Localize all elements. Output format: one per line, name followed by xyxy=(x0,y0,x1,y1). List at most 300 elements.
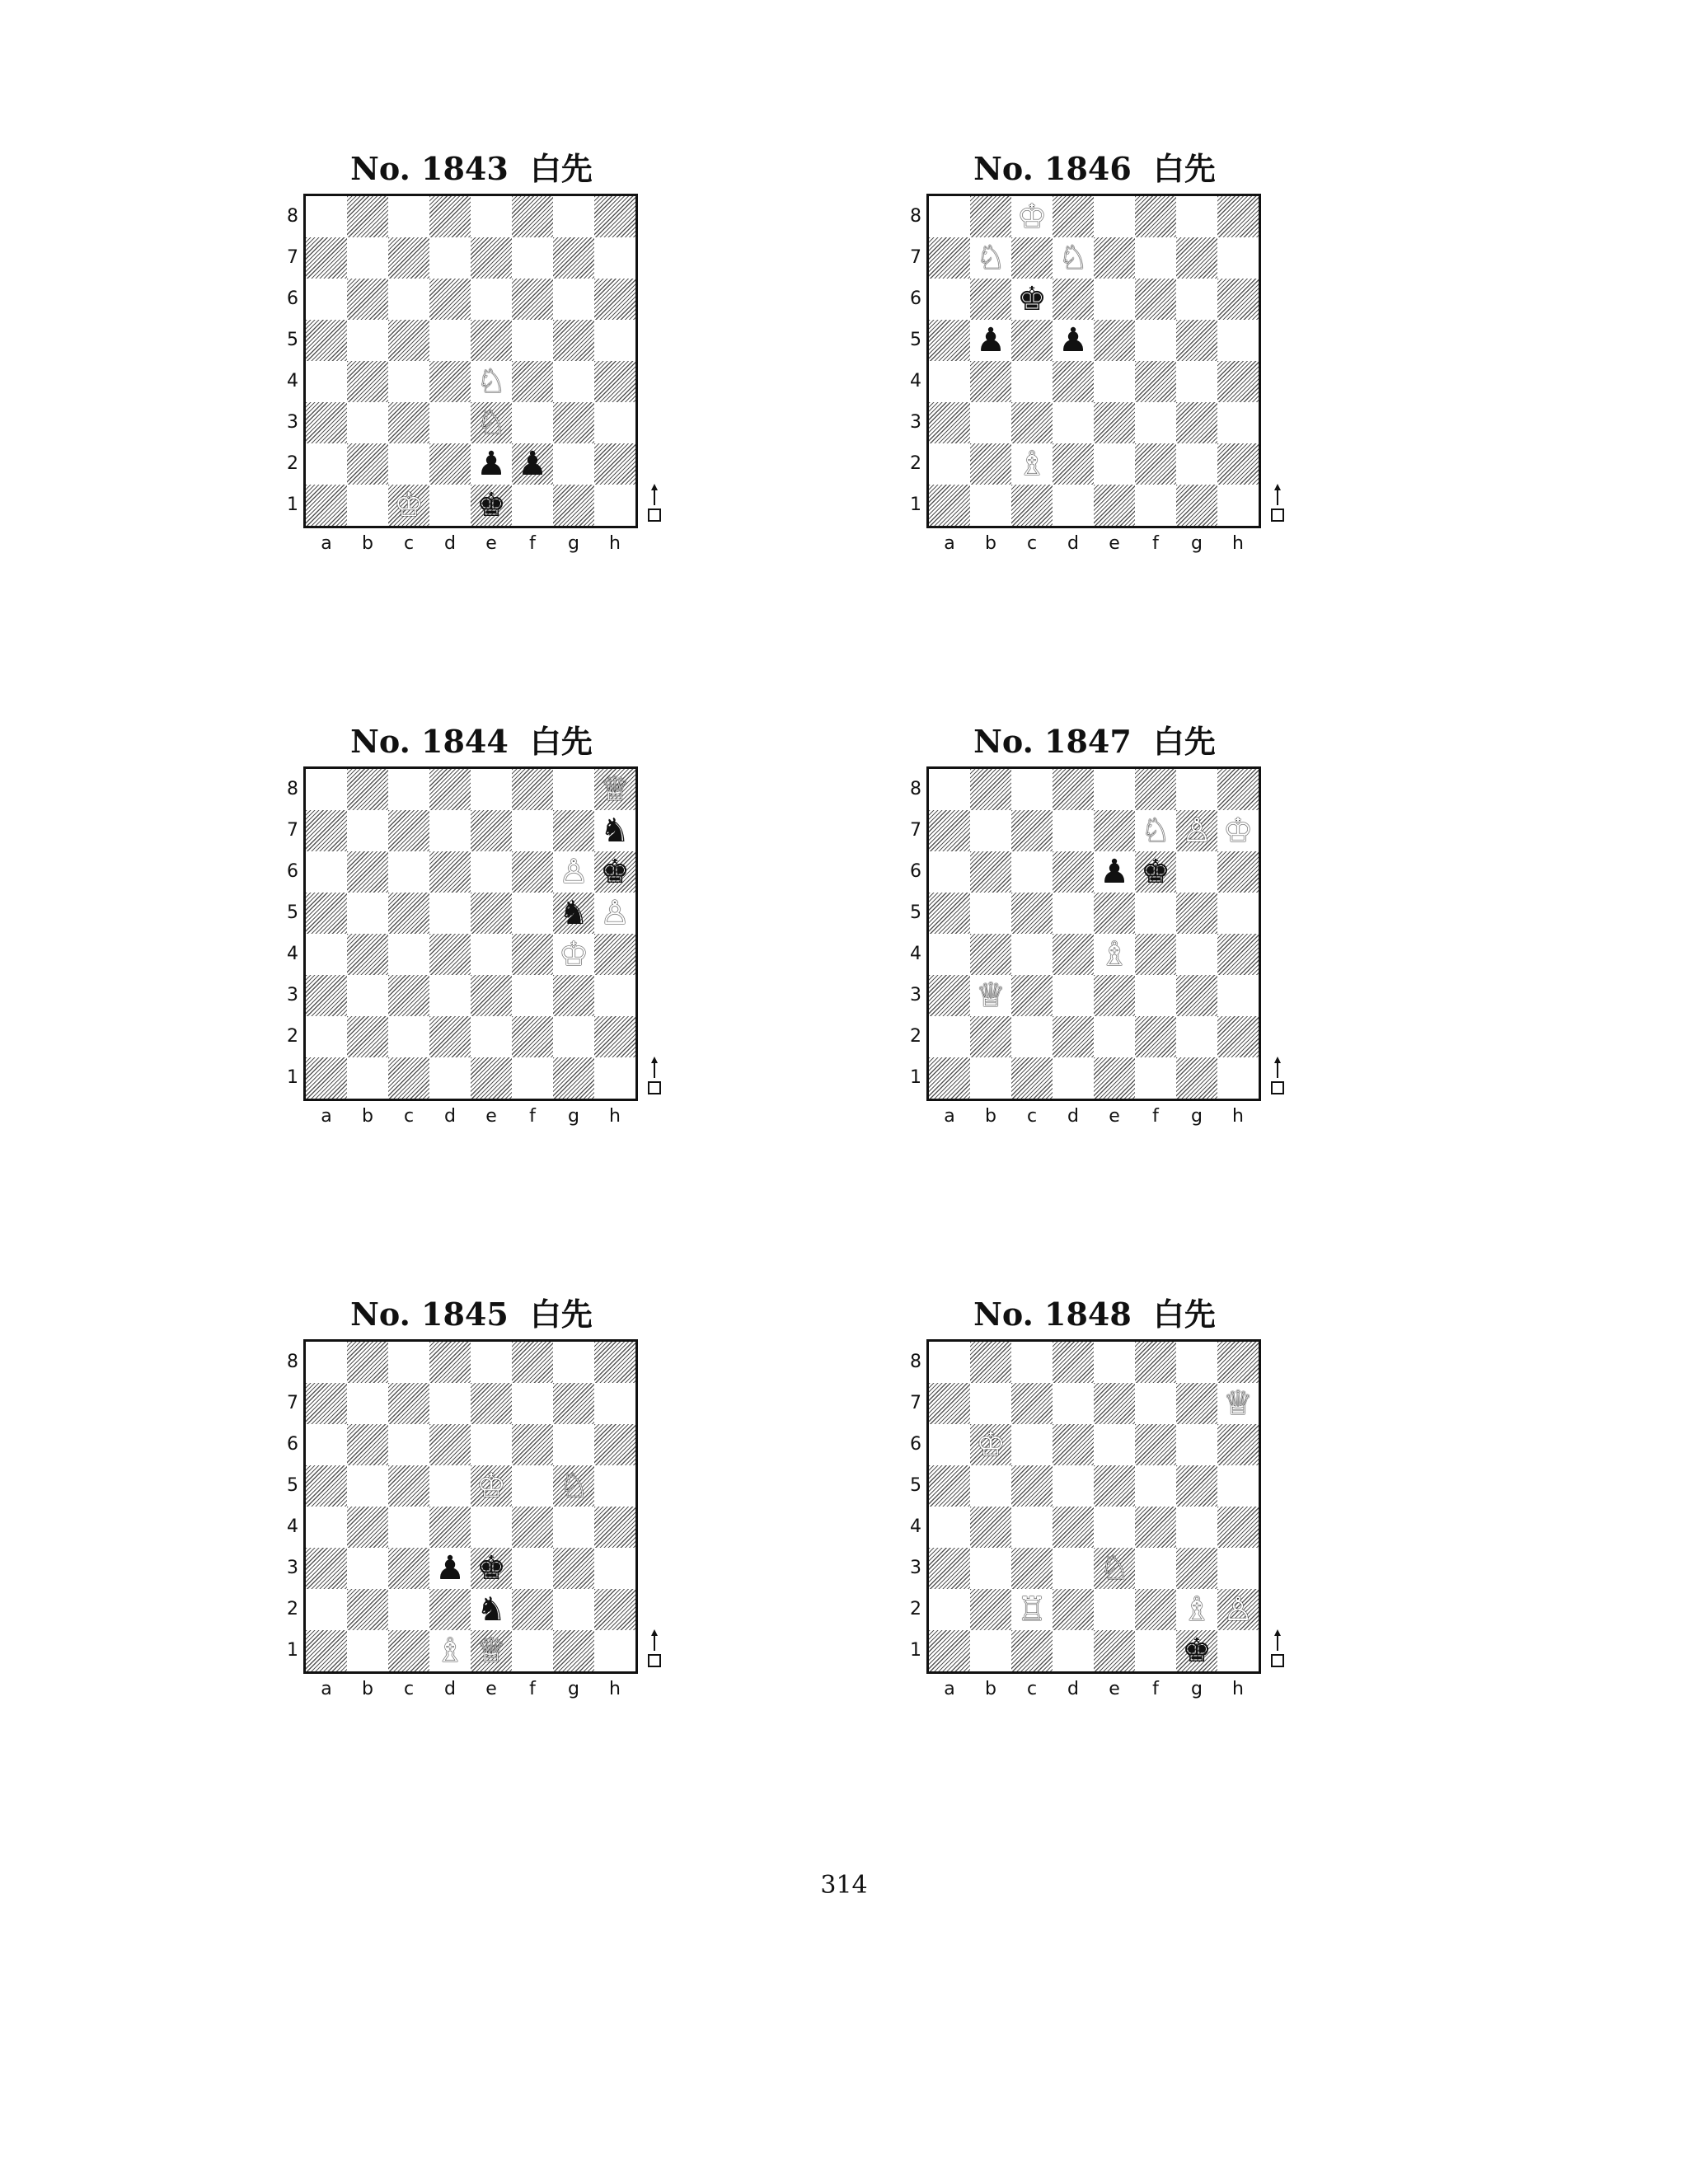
file-label: f xyxy=(529,1679,536,1699)
square-a3 xyxy=(929,975,970,1016)
rank-label: 2 xyxy=(287,453,298,474)
file-label: c xyxy=(403,533,415,554)
black-king-icon: ♚ xyxy=(476,1549,506,1587)
square-a8 xyxy=(929,769,970,810)
square-e6 xyxy=(1094,1424,1135,1465)
rank-labels xyxy=(274,769,298,1099)
rank-label: 4 xyxy=(910,944,921,964)
square-c3 xyxy=(1011,402,1053,443)
square-g2 xyxy=(553,1016,594,1057)
square-a1 xyxy=(929,485,970,526)
white-king-icon: ♔ xyxy=(476,1467,506,1505)
square-g4 xyxy=(553,361,594,402)
square-g6 xyxy=(553,851,594,893)
square-f4 xyxy=(512,361,553,402)
square-f6 xyxy=(1135,1424,1176,1465)
square-g4 xyxy=(1176,1507,1217,1548)
square-h8 xyxy=(594,1342,635,1383)
rank-label: 1 xyxy=(910,494,921,515)
square-h5 xyxy=(594,1465,635,1507)
square-g1 xyxy=(1176,1057,1217,1099)
file-label: h xyxy=(609,533,621,554)
square-b7 xyxy=(970,237,1011,279)
file-label: b xyxy=(985,1106,996,1127)
white-queen-icon: ♕ xyxy=(1223,1385,1253,1422)
puzzle-title xyxy=(880,148,1309,190)
rank-label: 7 xyxy=(287,820,298,841)
square-f2 xyxy=(512,1016,553,1057)
square-g2 xyxy=(1176,443,1217,485)
file-label: f xyxy=(1152,1679,1159,1699)
square-a4 xyxy=(306,361,347,402)
rank-label: 7 xyxy=(910,247,921,268)
square-h7 xyxy=(594,810,635,851)
square-e3 xyxy=(1094,975,1135,1016)
square-c3 xyxy=(1011,1548,1053,1589)
square-h4 xyxy=(594,361,635,402)
square-d3 xyxy=(1053,402,1094,443)
square-c8 xyxy=(1011,769,1053,810)
square-d6 xyxy=(429,1424,471,1465)
square-b8 xyxy=(970,1342,1011,1383)
file-label: g xyxy=(1191,1106,1203,1127)
square-d8 xyxy=(1053,769,1094,810)
square-f5 xyxy=(512,1465,553,1507)
square-e3 xyxy=(471,975,512,1016)
white-king-icon: ♔ xyxy=(394,486,424,524)
file-label: c xyxy=(1026,533,1038,554)
file-label: e xyxy=(1109,533,1120,554)
puzzle-diagram xyxy=(880,1294,1309,1755)
square-a5 xyxy=(306,1465,347,1507)
square-h5 xyxy=(594,320,635,361)
rank-label: 5 xyxy=(287,330,298,350)
square-f2 xyxy=(1135,1589,1176,1630)
square-c7 xyxy=(388,810,429,851)
square-e4 xyxy=(1094,934,1135,975)
square-e3 xyxy=(471,402,512,443)
rank-label: 6 xyxy=(910,1434,921,1455)
square-h4 xyxy=(1217,361,1259,402)
file-labels xyxy=(306,532,635,556)
rank-label: 4 xyxy=(287,944,298,964)
square-c7 xyxy=(1011,237,1053,279)
square-e5 xyxy=(1094,320,1135,361)
puzzle-diagram xyxy=(257,721,686,1183)
square-d4 xyxy=(429,361,471,402)
rank-label: 4 xyxy=(287,371,298,391)
file-label: h xyxy=(609,1106,621,1127)
square-g4 xyxy=(1176,361,1217,402)
square-c6 xyxy=(1011,851,1053,893)
square-b2 xyxy=(347,443,388,485)
square-e2 xyxy=(1094,443,1135,485)
rank-label: 7 xyxy=(287,247,298,268)
square-h3 xyxy=(594,1548,635,1589)
square-a8 xyxy=(306,769,347,810)
rank-labels xyxy=(274,1342,298,1671)
square-a4 xyxy=(306,1507,347,1548)
square-a1 xyxy=(306,1630,347,1671)
square-b6 xyxy=(970,279,1011,320)
file-label: e xyxy=(485,533,497,554)
file-label: e xyxy=(485,1106,497,1127)
square-e7 xyxy=(471,810,512,851)
square-a6 xyxy=(306,1424,347,1465)
white-to-move-arrow-icon xyxy=(646,482,663,523)
page-number: 314 xyxy=(820,1871,868,1900)
square-f8 xyxy=(1135,196,1176,237)
white-pawn-icon: ♙ xyxy=(559,853,588,891)
square-b3 xyxy=(970,1548,1011,1589)
file-label: a xyxy=(944,1106,955,1127)
square-g5 xyxy=(553,893,594,934)
rank-label: 6 xyxy=(287,1434,298,1455)
square-h2 xyxy=(594,1589,635,1630)
puzzle-title xyxy=(257,721,686,762)
square-d4 xyxy=(1053,361,1094,402)
rank-labels xyxy=(274,196,298,526)
square-f4 xyxy=(512,934,553,975)
square-c4 xyxy=(388,361,429,402)
white-knight-icon: ♘ xyxy=(476,363,506,401)
rank-label: 1 xyxy=(287,1067,298,1088)
square-d2 xyxy=(429,1589,471,1630)
file-label: a xyxy=(321,1106,332,1127)
square-f5 xyxy=(512,320,553,361)
white-to-move-arrow-icon xyxy=(646,1055,663,1096)
square-f2 xyxy=(512,443,553,485)
square-h3 xyxy=(1217,975,1259,1016)
chess-board xyxy=(303,1339,638,1674)
square-c4 xyxy=(388,934,429,975)
square-b2 xyxy=(970,443,1011,485)
square-h6 xyxy=(594,279,635,320)
chess-board xyxy=(926,1339,1261,1674)
square-b7 xyxy=(347,237,388,279)
square-f5 xyxy=(1135,893,1176,934)
square-d8 xyxy=(429,769,471,810)
square-e7 xyxy=(1094,237,1135,279)
rank-label: 8 xyxy=(287,206,298,227)
rank-label: 8 xyxy=(910,779,921,799)
file-label: a xyxy=(944,1679,955,1699)
puzzle-diagram xyxy=(257,148,686,610)
square-e3 xyxy=(471,1548,512,1589)
square-f3 xyxy=(1135,1548,1176,1589)
square-c5 xyxy=(1011,320,1053,361)
square-f7 xyxy=(512,810,553,851)
square-d2 xyxy=(1053,1016,1094,1057)
black-king-icon: ♚ xyxy=(600,853,630,891)
white-king-icon: ♔ xyxy=(559,935,588,973)
square-d8 xyxy=(429,1342,471,1383)
square-d5 xyxy=(429,893,471,934)
square-f7 xyxy=(1135,810,1176,851)
square-d4 xyxy=(1053,1507,1094,1548)
black-knight-icon: ♞ xyxy=(559,894,588,932)
square-e6 xyxy=(471,851,512,893)
square-e2 xyxy=(471,443,512,485)
white-rook-icon: ♖ xyxy=(1017,1591,1047,1629)
file-label: f xyxy=(1152,533,1159,554)
rank-label: 7 xyxy=(910,1393,921,1413)
square-g4 xyxy=(553,1507,594,1548)
square-d8 xyxy=(429,196,471,237)
square-h3 xyxy=(1217,1548,1259,1589)
square-c5 xyxy=(388,320,429,361)
square-g8 xyxy=(1176,769,1217,810)
file-label: g xyxy=(1191,533,1203,554)
square-c6 xyxy=(1011,279,1053,320)
square-e5 xyxy=(471,320,512,361)
square-d7 xyxy=(429,1383,471,1424)
square-f6 xyxy=(1135,851,1176,893)
black-pawn-icon: ♟ xyxy=(518,445,547,483)
square-a7 xyxy=(306,810,347,851)
square-e1 xyxy=(1094,1057,1135,1099)
square-b7 xyxy=(347,1383,388,1424)
square-b8 xyxy=(970,196,1011,237)
square-h6 xyxy=(594,1424,635,1465)
square-e8 xyxy=(1094,769,1135,810)
square-b1 xyxy=(347,485,388,526)
white-knight-icon: ♘ xyxy=(476,404,506,442)
square-b4 xyxy=(347,1507,388,1548)
square-b3 xyxy=(347,975,388,1016)
square-d6 xyxy=(1053,279,1094,320)
square-c8 xyxy=(388,769,429,810)
square-g3 xyxy=(553,402,594,443)
square-d1 xyxy=(429,485,471,526)
file-label: c xyxy=(1026,1106,1038,1127)
square-a6 xyxy=(929,851,970,893)
puzzle-number: No. 1844 xyxy=(350,723,509,760)
square-a3 xyxy=(306,1548,347,1589)
square-g6 xyxy=(1176,851,1217,893)
rank-label: 8 xyxy=(287,1352,298,1372)
square-h1 xyxy=(1217,1057,1259,1099)
file-label: e xyxy=(1109,1106,1120,1127)
square-c1 xyxy=(388,1630,429,1671)
square-f6 xyxy=(512,1424,553,1465)
square-e5 xyxy=(471,893,512,934)
rank-label: 7 xyxy=(287,1393,298,1413)
square-h7 xyxy=(594,1383,635,1424)
square-d6 xyxy=(429,851,471,893)
square-a8 xyxy=(929,196,970,237)
square-c5 xyxy=(1011,893,1053,934)
square-b1 xyxy=(970,1630,1011,1671)
white-to-move-arrow-icon xyxy=(646,1628,663,1669)
white-pawn-icon: ♙ xyxy=(1182,812,1212,850)
square-d3 xyxy=(429,402,471,443)
square-a3 xyxy=(306,975,347,1016)
square-h1 xyxy=(1217,1630,1259,1671)
square-a1 xyxy=(306,485,347,526)
square-a2 xyxy=(929,1016,970,1057)
square-g2 xyxy=(1176,1589,1217,1630)
square-e5 xyxy=(471,1465,512,1507)
puzzle-diagram xyxy=(880,148,1309,610)
square-g3 xyxy=(1176,402,1217,443)
square-e7 xyxy=(1094,810,1135,851)
square-e3 xyxy=(1094,402,1135,443)
square-a4 xyxy=(929,1507,970,1548)
file-labels xyxy=(306,1104,635,1129)
square-a4 xyxy=(306,934,347,975)
square-f2 xyxy=(512,1589,553,1630)
rank-label: 8 xyxy=(910,206,921,227)
file-label: g xyxy=(568,1679,579,1699)
square-e4 xyxy=(471,934,512,975)
square-d1 xyxy=(429,1630,471,1671)
square-e6 xyxy=(1094,851,1135,893)
square-d8 xyxy=(1053,196,1094,237)
white-queen-icon: ♕ xyxy=(600,771,630,808)
square-b3 xyxy=(347,1548,388,1589)
square-e1 xyxy=(471,1630,512,1671)
square-b2 xyxy=(970,1016,1011,1057)
square-e4 xyxy=(471,361,512,402)
square-g2 xyxy=(1176,1016,1217,1057)
square-f8 xyxy=(512,769,553,810)
square-f1 xyxy=(1135,1057,1176,1099)
square-h5 xyxy=(1217,320,1259,361)
square-d2 xyxy=(1053,443,1094,485)
square-g3 xyxy=(553,1548,594,1589)
file-label: a xyxy=(944,533,955,554)
puzzle-number: No. 1846 xyxy=(973,150,1132,187)
square-h1 xyxy=(594,485,635,526)
file-label: c xyxy=(403,1679,415,1699)
rank-label: 3 xyxy=(287,985,298,1005)
square-h8 xyxy=(1217,196,1259,237)
square-d6 xyxy=(1053,851,1094,893)
rank-label: 2 xyxy=(910,1599,921,1619)
square-b8 xyxy=(347,769,388,810)
square-h3 xyxy=(594,975,635,1016)
square-g5 xyxy=(1176,320,1217,361)
square-a7 xyxy=(306,1383,347,1424)
square-b1 xyxy=(970,1057,1011,1099)
square-h3 xyxy=(1217,402,1259,443)
square-d4 xyxy=(1053,934,1094,975)
square-g7 xyxy=(553,810,594,851)
square-e7 xyxy=(471,1383,512,1424)
rank-label: 4 xyxy=(910,1516,921,1537)
rank-label: 3 xyxy=(910,412,921,433)
rank-label: 4 xyxy=(287,1516,298,1537)
rank-label: 3 xyxy=(287,1558,298,1578)
square-a1 xyxy=(929,1057,970,1099)
square-f3 xyxy=(512,975,553,1016)
black-pawn-icon: ♟ xyxy=(476,445,506,483)
square-f2 xyxy=(1135,1016,1176,1057)
square-c3 xyxy=(388,402,429,443)
square-b7 xyxy=(347,810,388,851)
rank-label: 2 xyxy=(910,1026,921,1047)
file-label: b xyxy=(985,533,996,554)
rank-label: 6 xyxy=(910,288,921,309)
square-f7 xyxy=(512,1383,553,1424)
square-c6 xyxy=(388,851,429,893)
square-f2 xyxy=(1135,443,1176,485)
rank-label: 5 xyxy=(287,1475,298,1496)
square-e2 xyxy=(1094,1589,1135,1630)
square-e8 xyxy=(471,196,512,237)
side-to-move: 白先 xyxy=(529,724,593,760)
square-a7 xyxy=(929,810,970,851)
file-label: g xyxy=(568,1106,579,1127)
black-king-icon: ♚ xyxy=(1017,280,1047,318)
square-c3 xyxy=(1011,975,1053,1016)
square-h4 xyxy=(594,1507,635,1548)
square-f7 xyxy=(1135,237,1176,279)
square-c8 xyxy=(1011,196,1053,237)
black-pawn-icon: ♟ xyxy=(1100,853,1129,891)
square-f3 xyxy=(512,1548,553,1589)
square-h8 xyxy=(594,196,635,237)
square-d2 xyxy=(429,1016,471,1057)
square-c8 xyxy=(388,1342,429,1383)
square-a2 xyxy=(306,1589,347,1630)
rank-label: 1 xyxy=(287,494,298,515)
square-a6 xyxy=(306,851,347,893)
square-g7 xyxy=(553,237,594,279)
square-g8 xyxy=(1176,1342,1217,1383)
square-d7 xyxy=(429,810,471,851)
square-f6 xyxy=(512,851,553,893)
square-a3 xyxy=(929,402,970,443)
square-g4 xyxy=(1176,934,1217,975)
square-d3 xyxy=(429,1548,471,1589)
rank-label: 2 xyxy=(287,1599,298,1619)
square-g6 xyxy=(553,279,594,320)
file-label: b xyxy=(362,1106,373,1127)
square-b8 xyxy=(970,769,1011,810)
square-c1 xyxy=(1011,1057,1053,1099)
square-e7 xyxy=(1094,1383,1135,1424)
square-b6 xyxy=(970,851,1011,893)
square-g1 xyxy=(553,1057,594,1099)
square-f5 xyxy=(1135,1465,1176,1507)
square-f3 xyxy=(1135,975,1176,1016)
square-e8 xyxy=(1094,1342,1135,1383)
square-f4 xyxy=(1135,934,1176,975)
square-b7 xyxy=(970,1383,1011,1424)
file-label: d xyxy=(444,1679,456,1699)
white-bishop-icon: ♗ xyxy=(1182,1591,1212,1629)
square-c8 xyxy=(388,196,429,237)
square-a7 xyxy=(306,237,347,279)
square-d4 xyxy=(429,1507,471,1548)
square-g5 xyxy=(1176,893,1217,934)
square-b4 xyxy=(970,361,1011,402)
square-e3 xyxy=(1094,1548,1135,1589)
square-b6 xyxy=(347,851,388,893)
file-label: f xyxy=(1152,1106,1159,1127)
square-e5 xyxy=(1094,1465,1135,1507)
square-f8 xyxy=(1135,1342,1176,1383)
square-f5 xyxy=(512,893,553,934)
white-bishop-icon: ♗ xyxy=(1017,445,1047,483)
square-f4 xyxy=(1135,1507,1176,1548)
file-label: h xyxy=(609,1679,621,1699)
square-h6 xyxy=(1217,851,1259,893)
file-label: h xyxy=(1232,1679,1244,1699)
rank-label: 1 xyxy=(287,1640,298,1661)
